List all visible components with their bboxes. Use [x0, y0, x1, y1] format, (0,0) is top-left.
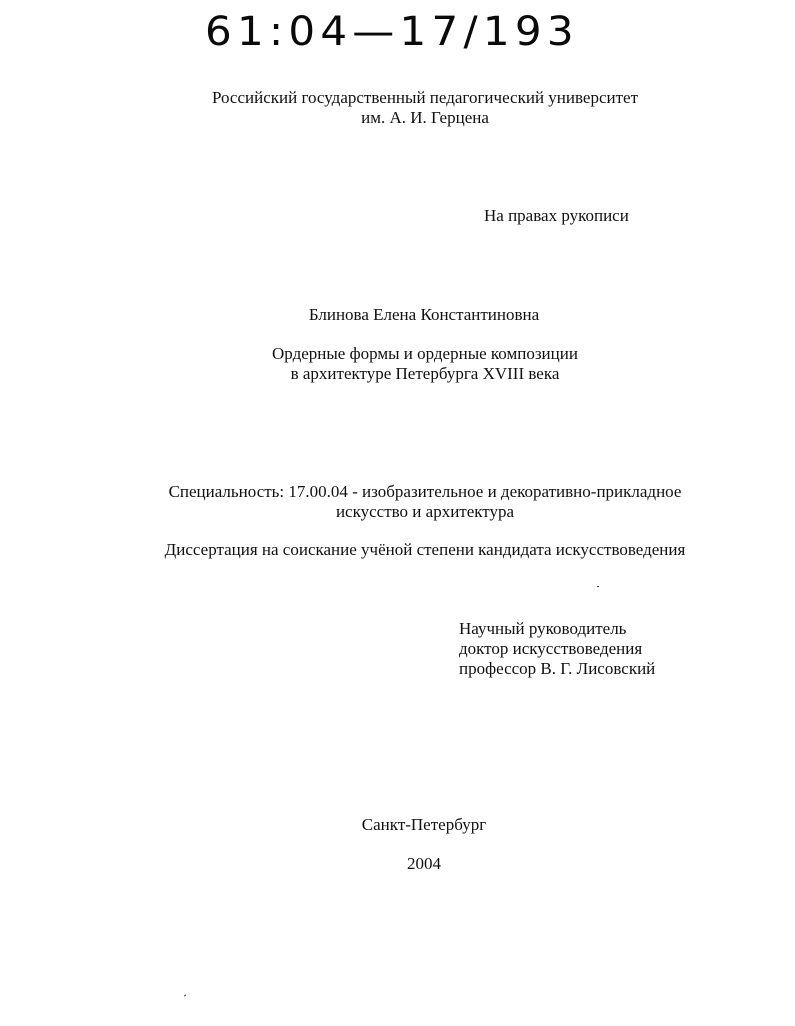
author-block — [224, 305, 624, 325]
degree-statement — [125, 540, 725, 560]
library-stamp-code: 61:04—17/193 — [205, 9, 579, 55]
specialty-block — [125, 482, 725, 522]
scan-speck — [597, 586, 599, 587]
dissertation-title — [200, 344, 650, 384]
degree-text: Диссертация на соискание учёной степени кандидата искусствоведения — [164, 540, 686, 559]
institution-name-suffix: им. А. И. Герцена — [361, 108, 489, 127]
city-block — [274, 815, 574, 835]
institution-block — [170, 88, 680, 128]
institution-name: Российский государственный педагогический университет — [211, 88, 639, 107]
supervisor-degree: доктор искусствоведения — [459, 639, 643, 658]
manuscript-note: На правах рукописи — [484, 206, 629, 225]
supervisor-role: Научный руководитель — [459, 619, 627, 638]
city-name: Санкт-Петербург — [361, 815, 487, 834]
specialty-line1: Специальность: 17.00.04 - изобразительное и декоративно-прикладное — [168, 482, 682, 501]
scan-speck-bottom — [184, 994, 186, 996]
specialty-line2: искусство и архитектура — [335, 502, 515, 521]
year-text: 2004 — [407, 854, 441, 873]
year-block — [324, 854, 524, 874]
dissertation-title-line2: в архитектуре Петербурга XVIII века — [290, 364, 560, 383]
supervisor-name: профессор В. Г. Лисовский — [459, 659, 656, 678]
author-name: Блинова Елена Константиновна — [308, 305, 540, 324]
supervisor-block — [459, 619, 655, 679]
dissertation-title-line1: Ордерные формы и ордерные композиции — [272, 344, 578, 363]
